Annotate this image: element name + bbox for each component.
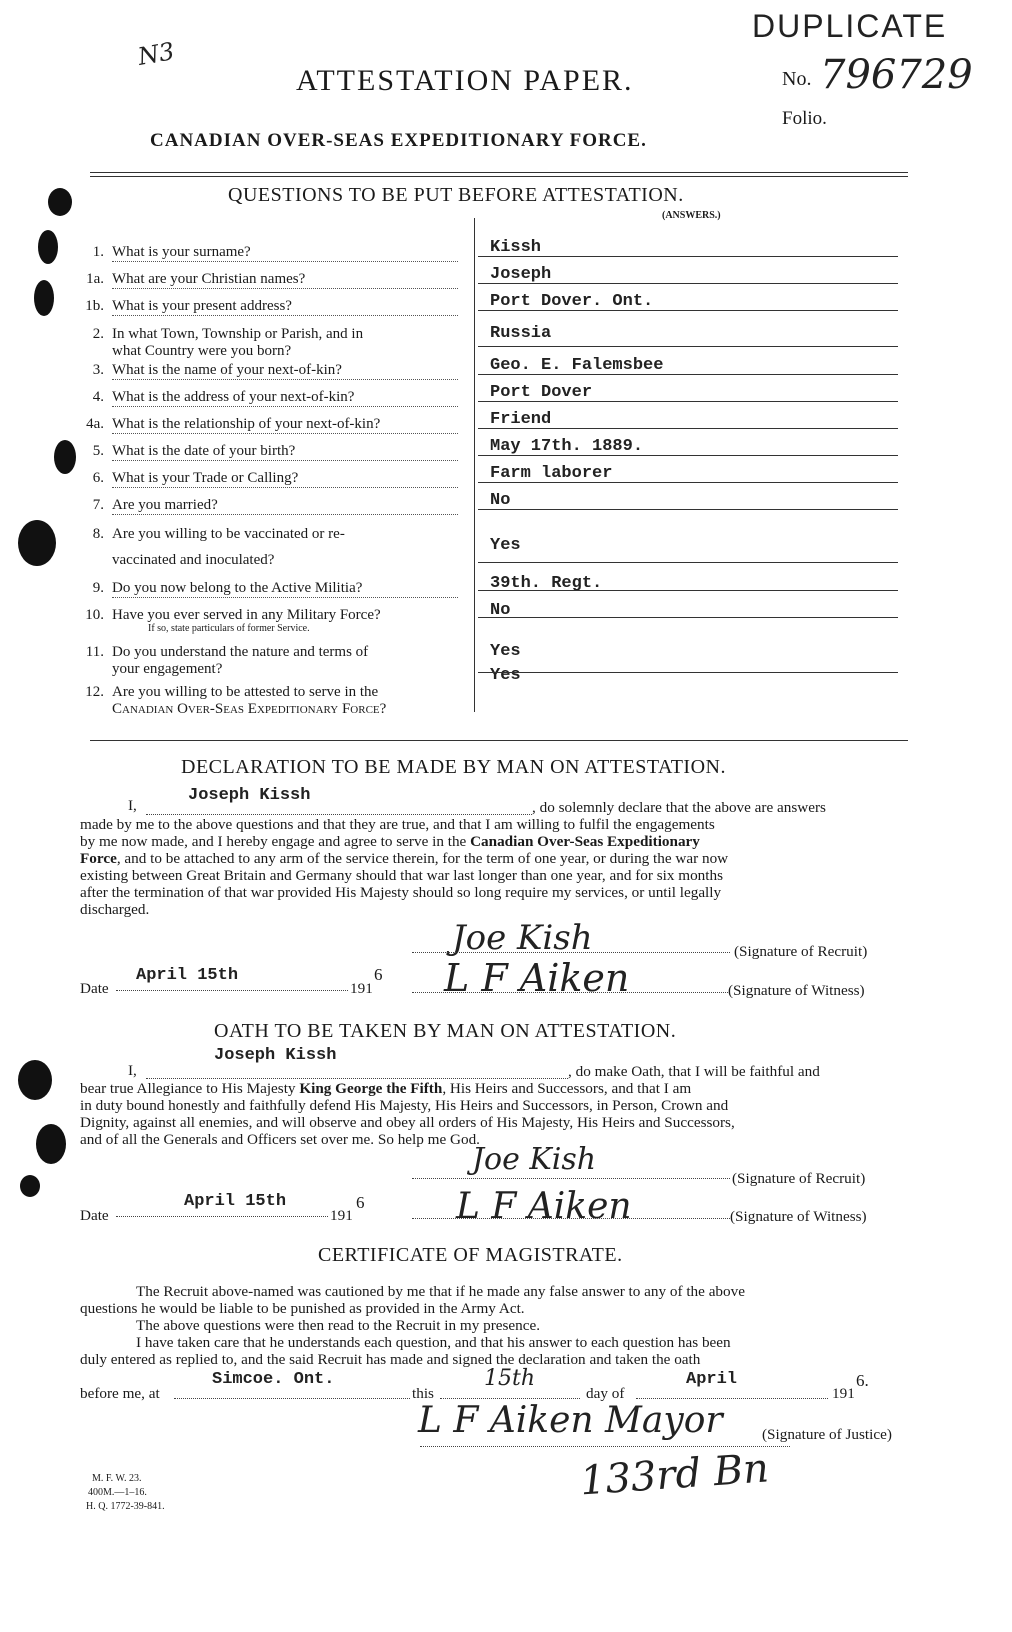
declaration-force-name: Canadian Over-Seas Expeditionary xyxy=(470,833,700,850)
punch-hole xyxy=(18,1060,52,1100)
question-text: Do you now belong to the Active Militia? xyxy=(112,580,458,598)
oath-text-2a: bear true Allegiance to His Majesty xyxy=(80,1080,300,1097)
fill-line xyxy=(440,1398,580,1399)
declaration-name: Joseph Kissh xyxy=(188,786,311,805)
no-label: No. xyxy=(782,68,812,90)
divider xyxy=(90,740,908,741)
question-text-continued: vaccinated and inoculated? xyxy=(112,552,275,568)
question-text-continued: your engagement? xyxy=(112,661,223,677)
answer-line xyxy=(478,455,898,456)
question-number: 4. xyxy=(92,389,104,405)
battalion-note: 133rd Bn xyxy=(578,1445,771,1505)
question-text: Are you married? xyxy=(112,497,458,515)
question-number: 1. xyxy=(92,244,104,260)
question-text-continued: Canadian Over-Seas Expeditionary Force? xyxy=(112,701,387,717)
certificate-month: April xyxy=(686,1370,738,1389)
answer-line xyxy=(478,482,898,483)
answer-value: Friend xyxy=(490,410,552,429)
oath-heading: OATH TO BE TAKEN BY MAN ON ATTESTATION. xyxy=(214,1020,677,1042)
fill-line xyxy=(146,1078,568,1079)
certificate-day: 15th xyxy=(484,1366,536,1391)
answer-value: Yes xyxy=(490,666,521,685)
oath-date: April 15th xyxy=(184,1192,287,1211)
fill-line xyxy=(116,990,348,991)
oath-i-label: I, xyxy=(128,1062,137,1079)
page-title: ATTESTATION PAPER. xyxy=(296,64,634,97)
oath-year-prefix: 191 xyxy=(330,1207,353,1224)
regimental-number: 796729 xyxy=(820,52,973,98)
answer-line xyxy=(478,256,898,257)
answer-line xyxy=(478,590,898,591)
declaration-text-5: existing between Great Britain and Germany should that war last longer than one year, and for six months xyxy=(80,867,723,884)
punch-hole xyxy=(18,520,56,566)
oath-witness-label: (Signature of Witness) xyxy=(730,1208,867,1225)
divider xyxy=(90,176,908,177)
form-number: M. F. W. 23. xyxy=(92,1473,142,1484)
answer-value: Yes xyxy=(490,536,521,555)
oath-date-label: Date xyxy=(80,1207,109,1224)
answer-value: 39th. Regt. xyxy=(490,574,603,593)
declaration-date-label: Date xyxy=(80,980,109,997)
declaration-text-6: after the termination of that war provided His Majesty should so long require my services, or until legally xyxy=(80,884,722,901)
answer-line xyxy=(478,509,898,510)
answer-line xyxy=(478,428,898,429)
question-number: 2. xyxy=(92,326,104,342)
oath-recruit-label: (Signature of Recruit) xyxy=(732,1170,866,1187)
declaration-witness-label: (Signature of Witness) xyxy=(728,982,865,999)
certificate-year-suffix: 6. xyxy=(856,1371,869,1390)
question-text: What is the name of your next-of-kin? xyxy=(112,362,458,380)
question-number: 4a. xyxy=(86,416,104,432)
oath-text-2c: , His Heirs and Successors, and that I am xyxy=(442,1080,692,1097)
answer-value: May 17th. 1889. xyxy=(490,437,644,456)
declaration-witness-signature: L F Aiken xyxy=(444,956,630,1000)
question-number: 5. xyxy=(92,443,104,459)
question-number: 3. xyxy=(92,362,104,378)
answer-line xyxy=(478,617,898,618)
punch-hole xyxy=(34,280,54,316)
question-number: 12. xyxy=(85,684,104,700)
question-text: Do you understand the nature and terms of xyxy=(112,644,369,660)
certificate-year-prefix: 191 xyxy=(832,1385,855,1402)
oath-year-suffix: 6 xyxy=(356,1193,365,1212)
question-text: Are you willing to be vaccinated or re- xyxy=(112,526,345,542)
oath-king-name: King George the Fifth xyxy=(299,1080,443,1097)
fill-line xyxy=(146,814,532,815)
certificate-text-4: I have taken care that he understands each question, and that his answer to each question has been xyxy=(136,1334,731,1351)
oath-text-1: , do make Oath, that I will be faithful and xyxy=(568,1063,820,1080)
declaration-force-word: Force xyxy=(80,850,117,867)
question-number: 9. xyxy=(92,580,104,596)
fill-line xyxy=(174,1398,410,1399)
answer-column-divider xyxy=(474,218,475,712)
page-subtitle: CANADIAN OVER-SEAS EXPEDITIONARY FORCE. xyxy=(150,130,647,151)
question-number: 10. xyxy=(85,607,104,623)
answer-value: No xyxy=(490,601,511,620)
answer-value: Russia xyxy=(490,324,552,343)
fill-line xyxy=(412,1218,730,1219)
oath-text-3: in duty bound honestly and faithfully defend His Majesty, His Heirs and Successors, in Person, Crown and xyxy=(80,1097,729,1114)
questions-heading: QUESTIONS TO BE PUT BEFORE ATTESTATION. xyxy=(228,184,684,206)
punch-hole xyxy=(20,1175,40,1197)
fill-line xyxy=(412,952,730,953)
question-text: Are you willing to be attested to serve in the xyxy=(112,684,379,700)
answer-line xyxy=(478,562,898,563)
certificate-this-label: this xyxy=(412,1385,434,1402)
fill-line xyxy=(116,1216,328,1217)
oath-witness-signature: L F Aiken xyxy=(456,1186,632,1227)
certificate-text-3: The above questions were then read to the Recruit in my presence. xyxy=(136,1317,541,1334)
certificate-text-2: questions he would be liable to be punished as provided in the Army Act. xyxy=(80,1300,525,1317)
answer-value: Port Dover xyxy=(490,383,593,402)
fill-line xyxy=(636,1398,828,1399)
declaration-year-suffix: 6 xyxy=(374,965,383,984)
answer-line xyxy=(478,672,898,673)
question-text-continued: If so, state particulars of former Service. xyxy=(148,623,310,634)
question-text: What is your surname? xyxy=(112,244,458,262)
oath-recruit-signature: Joe Kish xyxy=(472,1142,597,1177)
certificate-day-of-label: day of xyxy=(586,1385,625,1402)
answer-line xyxy=(478,283,898,284)
declaration-text-4: , and to be attached to any arm of the service therein, for the term of one year, or during the war now xyxy=(116,850,729,867)
folio-label: Folio. xyxy=(782,108,827,129)
declaration-recruit-label: (Signature of Recruit) xyxy=(734,943,868,960)
answer-line xyxy=(478,310,898,311)
question-text: What is the address of your next-of-kin? xyxy=(112,389,458,407)
certificate-text-5: duly entered as replied to, and the said Recruit has made and signed the declaration and taken the oath xyxy=(80,1351,701,1368)
certificate-place: Simcoe. Ont. xyxy=(212,1370,335,1389)
question-number: 11. xyxy=(85,644,104,660)
question-text-continued: what Country were you born? xyxy=(112,343,292,359)
answer-line xyxy=(478,346,898,347)
declaration-date: April 15th xyxy=(136,966,239,985)
corner-mark: N3 xyxy=(135,37,177,71)
answer-value: Kissh xyxy=(490,238,542,257)
question-number: 7. xyxy=(92,497,104,513)
question-text: Have you ever served in any Military Force? xyxy=(112,607,381,623)
answer-value: Port Dover. Ont. xyxy=(490,292,654,311)
fill-line xyxy=(412,1178,730,1179)
declaration-text-1: , do solemnly declare that the above are answers xyxy=(532,799,826,816)
question-text: What is the date of your birth? xyxy=(112,443,458,461)
question-number: 8. xyxy=(92,526,104,542)
question-text: In what Town, Township or Parish, and in xyxy=(112,326,364,342)
declaration-text-2: made by me to the above questions and that they are true, and that I am willing to fulfil the engagements xyxy=(80,816,715,833)
divider xyxy=(90,172,908,173)
punch-hole xyxy=(48,188,72,216)
declaration-heading: DECLARATION TO BE MADE BY MAN ON ATTESTATION. xyxy=(181,756,726,778)
answer-value: Geo. E. Falemsbee xyxy=(490,356,664,375)
declaration-i-label: I, xyxy=(128,797,137,814)
oath-text-5: and of all the Generals and Officers set over me. So help me God. xyxy=(80,1131,480,1148)
question-text: What is the relationship of your next-of-kin? xyxy=(112,416,458,434)
certificate-text-1: The Recruit above-named was cautioned by me that if he made any false answer to any of the above xyxy=(136,1283,745,1300)
certificate-heading: CERTIFICATE OF MAGISTRATE. xyxy=(318,1244,623,1266)
declaration-text-3: by me now made, and I hereby engage and agree to serve in the xyxy=(80,833,471,850)
declaration-recruit-signature: Joe Kish xyxy=(452,918,593,958)
oath-name: Joseph Kissh xyxy=(214,1046,337,1065)
answers-label: (ANSWERS.) xyxy=(662,210,721,221)
question-number: 6. xyxy=(92,470,104,486)
answer-value: Joseph xyxy=(490,265,552,284)
declaration-year-prefix: 191 xyxy=(350,980,373,997)
duplicate-stamp: DUPLICATE xyxy=(752,8,948,44)
justice-label: (Signature of Justice) xyxy=(762,1426,892,1443)
question-text: What is your present address? xyxy=(112,298,458,316)
oath-text-4: Dignity, against all enemies, and will observe and obey all orders of His Majesty, His Heirs and Successors, xyxy=(80,1114,735,1131)
certificate-before-label: before me, at xyxy=(80,1385,160,1402)
punch-hole xyxy=(36,1124,66,1164)
question-number: 1a. xyxy=(86,271,104,287)
answer-value: No xyxy=(490,491,511,510)
fill-line xyxy=(412,992,730,993)
answer-value: Farm laborer xyxy=(490,464,613,483)
question-number: 1b. xyxy=(85,298,104,314)
question-text: What are your Christian names? xyxy=(112,271,458,289)
print-run: 400M.—1–16. xyxy=(88,1487,147,1498)
justice-signature: L F Aiken Mayor xyxy=(418,1400,723,1441)
answer-line xyxy=(478,401,898,402)
answer-value: Yes xyxy=(490,642,521,661)
answer-line xyxy=(478,374,898,375)
declaration-text-7: discharged. xyxy=(80,901,150,918)
hq-number: H. Q. 1772-39-841. xyxy=(86,1501,165,1512)
punch-hole xyxy=(38,230,58,264)
question-text: What is your Trade or Calling? xyxy=(112,470,458,488)
